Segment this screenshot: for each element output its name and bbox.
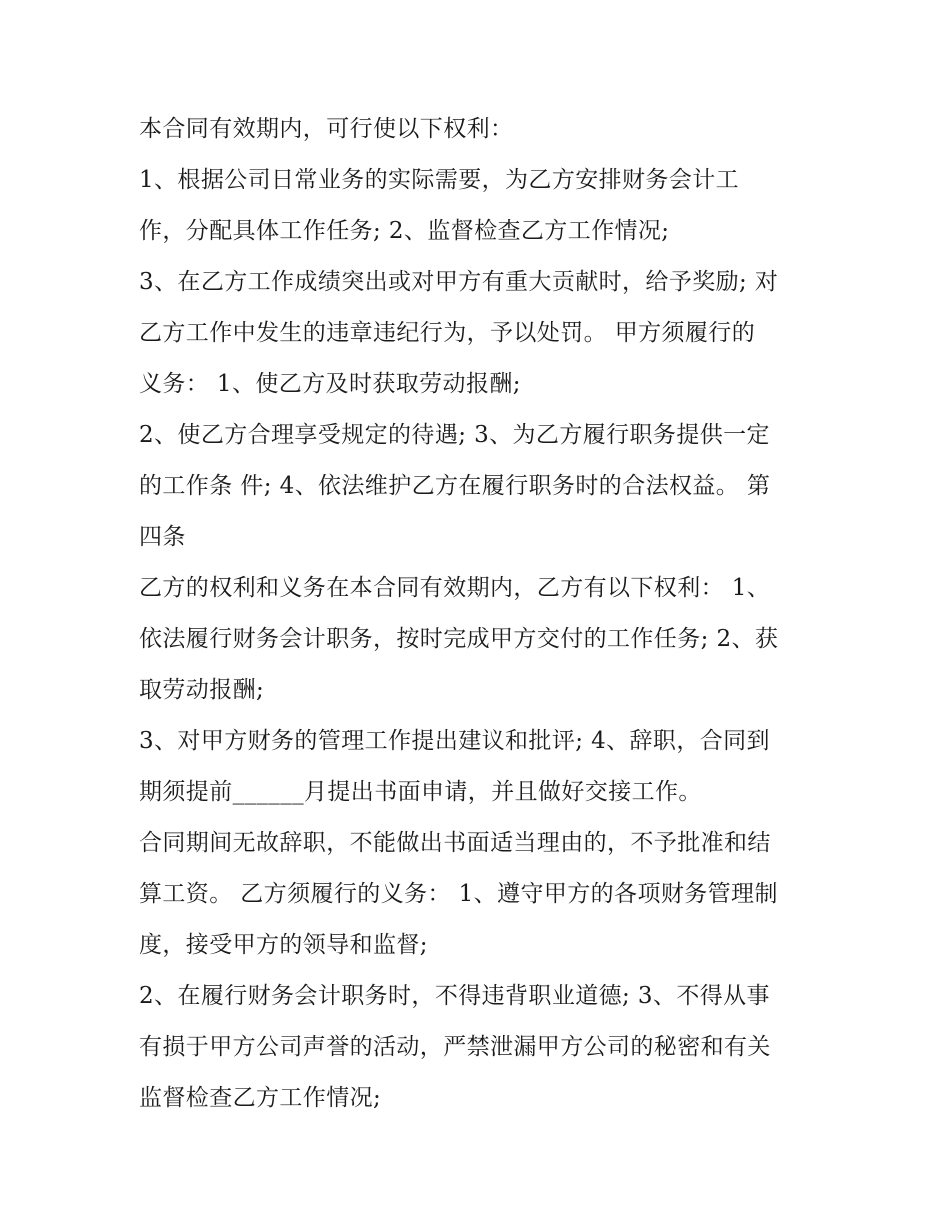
text-line: 期须提前______月提出书面申请，并且做好交接工作。 — [139, 779, 702, 805]
text-line: 2、使乙方合理享受规定的待遇; 3、为乙方履行职务提供一定 — [139, 422, 770, 448]
document-body — [139, 104, 819, 1124]
text-line: 作，分配具体工作任务; 2、监督检查乙方工作情况; — [139, 218, 670, 244]
text-line: 义务： 1、使乙方及时获取劳动报酬; — [139, 371, 521, 397]
text-line: 的工作条 件; 4、依法维护乙方在履行职务时的合法权益。 第 — [139, 473, 771, 499]
text-line: 算工资。 乙方须履行的义务： 1、遵守甲方的各项财务管理制 — [139, 881, 778, 907]
text-line: 取劳动报酬; — [139, 677, 265, 703]
text-line: 3、对甲方财务的管理工作提出建议和批评; 4、辞职，合同到 — [139, 728, 770, 754]
text-line: 乙方工作中发生的违章违纪行为，予以处罚。 甲方须履行的 — [139, 320, 756, 346]
text-line: 四条 — [139, 524, 186, 550]
text-line: 度，接受甲方的领导和监督; — [139, 932, 428, 958]
text-line: 本合同有效期内，可行使以下权利： — [139, 116, 514, 142]
text-line: 3、在乙方工作成绩突出或对甲方有重大贡献时，给予奖励; 对 — [139, 269, 779, 295]
text-line: 乙方的权利和义务在本合同有效期内，乙方有以下权利： 1、 — [139, 575, 771, 601]
text-line: 依法履行财务会计职务，按时完成甲方交付的工作任务; 2、获 — [139, 626, 779, 652]
text-line: 监督检查乙方工作情况; — [139, 1085, 382, 1111]
text-line: 2、在履行财务会计职务时，不得违背职业道德; 3、不得从事 — [139, 983, 770, 1009]
text-line: 合同期间无故辞职，不能做出书面适当理由的，不予批准和结 — [139, 830, 771, 856]
text-line: 有损于甲方公司声誉的活动，严禁泄漏甲方公司的秘密和有关 — [139, 1034, 771, 1060]
text-line: 1、根据公司日常业务的实际需要，为乙方安排财务会计工 — [139, 167, 740, 193]
